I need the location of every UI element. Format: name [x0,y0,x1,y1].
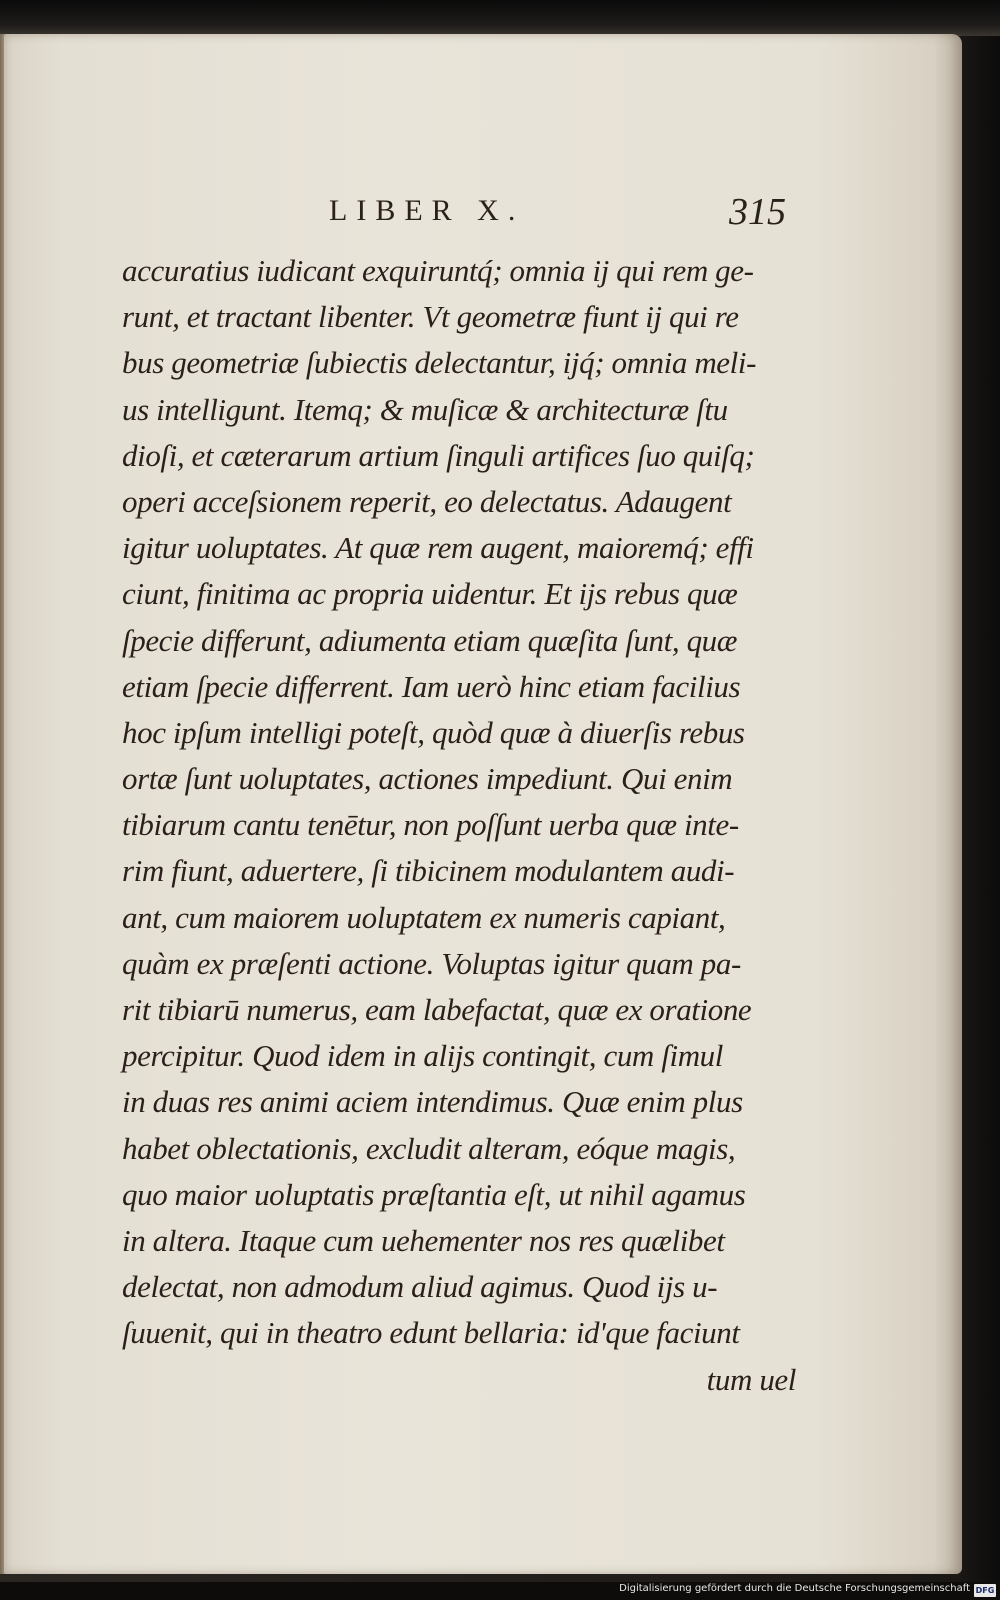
text-line: ortæ ſunt uoluptates, actiones impediunt. Qui enim [122,761,733,797]
funding-credit: Digitalisierung gefördert durch die Deutsche Forschungsgemeinschaft [619,1583,970,1594]
text-line: quàm ex præſenti actione. Voluptas igitur quam pa- [122,945,741,981]
dfg-logo-icon: DFG [975,1586,995,1595]
running-head: LIBER X. [329,194,525,227]
text-line: operi acceſsionem reperit, eo delectatus. Adaugent [122,483,732,519]
text-block [122,248,802,1403]
page-header [4,184,962,244]
text-line: ſpecie differunt, adiumenta etiam quæſita ſunt, quæ [122,622,738,658]
text-line: etiam ſpecie differrent. Iam uerò hinc etiam facilius [122,668,741,704]
text-line: ant, cum maiorem uoluptatem ex numeris capiant, [122,899,726,935]
text-line: hoc ipſum intelligi poteſt, quòd quæ à diuerſis rebus [122,714,745,750]
text-line: delectat, non admodum aliud agimus. Quod ijs u- [122,1269,718,1305]
book-page [4,34,962,1574]
book-top-edge [0,0,1000,36]
text-line: tum uel [706,1361,796,1397]
page-number: 315 [729,191,786,233]
text-line: igitur uoluptates. At quæ rem augent, maioremq́; effi [122,530,754,566]
text-line: rit tibiarū numerus, eam labefactat, quæ ex oratione [122,992,752,1027]
text-line: ciunt, finitima ac propria uidentur. Et ijs rebus quæ [122,576,738,612]
text-line: rim fiunt, aduertere, ſi tibicinem modulantem audi- [122,853,735,889]
text-line: bus geometriæ ſubiectis delectantur, ijq́; omnia meli- [122,345,757,381]
text-line: percipitur. Quod idem in alijs contingit, cum ſimul [122,1038,723,1074]
text-line: in duas res animi aciem intendimus. Quæ enim plus [122,1084,743,1120]
text-line: habet oblectationis, excludit alteram, eóque magis, [122,1130,736,1166]
text-line: us intelligunt. Itemq; & muſicæ & architecturæ ſtu [122,391,728,427]
text-line: dioſi, et cæterarum artium ſinguli artifices ſuo quiſq; [122,437,755,473]
text-line: accuratius iudicant exquiruntq́; omnia ij qui rem ge- [122,253,754,288]
text-line: tibiarum cantu tenētur, non poſſunt uerba quæ inte- [122,807,739,843]
text-line: runt, et tractant libenter. Vt geometræ fiunt ij qui re [122,299,739,335]
text-line: ſuuenit, qui in theatro edunt bellaria: id'que faciunt [122,1315,740,1351]
text-line: quo maior uoluptatis præſtantia eſt, ut nihil agamus [122,1176,746,1212]
text-line: in altera. Itaque cum uehementer nos res quælibet [122,1222,725,1258]
